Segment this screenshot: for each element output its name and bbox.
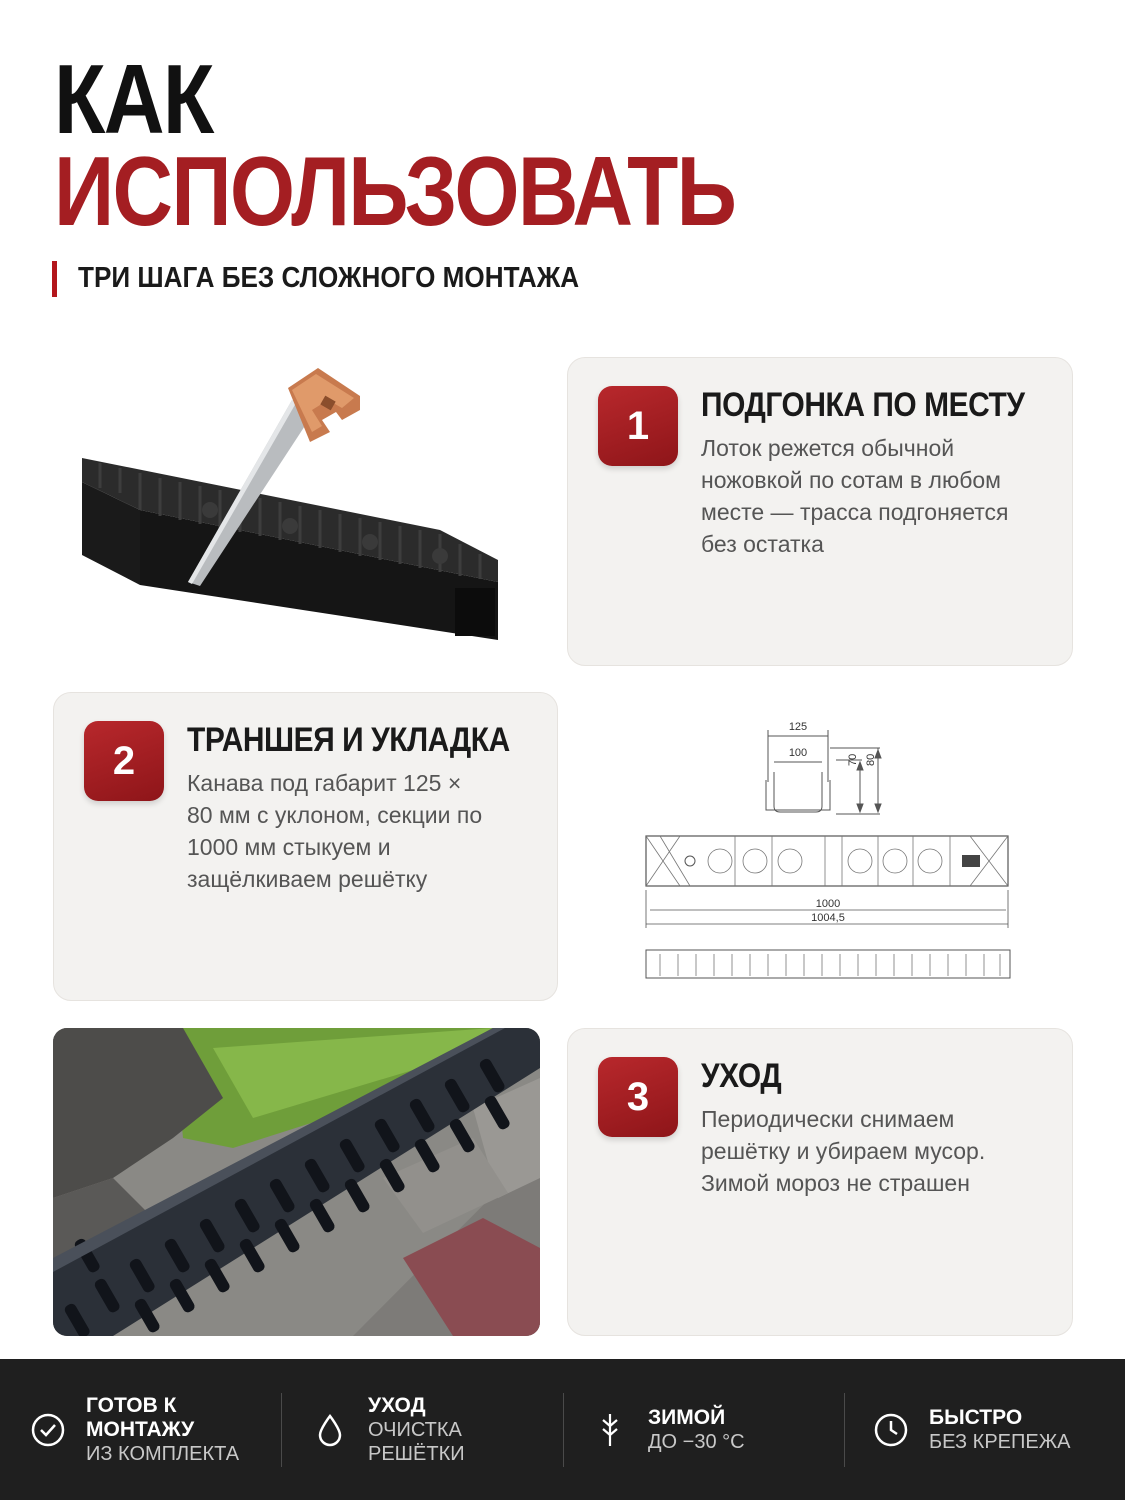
feature-subtitle: БЕЗ КРЕПЕЖА [929, 1430, 1071, 1453]
feature-ready [28, 1359, 239, 1500]
feature-subtitle: РЕШЁТКИ [368, 1442, 465, 1465]
feature-subtitle: ДО −30 °C [648, 1430, 745, 1453]
clock-icon [871, 1410, 911, 1450]
subtitle-accent-bar [52, 261, 57, 297]
feature-fast [871, 1359, 1071, 1500]
feature-title: МОНТАЖУ [86, 1417, 195, 1441]
footer-divider [281, 1393, 282, 1467]
step-number-badge: 2 [84, 721, 164, 801]
snowflake-icon [590, 1410, 630, 1450]
dim-100-label: 100 [788, 747, 808, 759]
step-description: Лоток режется обычной ножовкой по сотам в любом месте — трасса подгоняется без остатка [701, 435, 1009, 557]
step-number-badge: 1 [598, 386, 678, 466]
step-description: Периодически снимаем решётку и убираем мусор. Зимой мороз не страшен [701, 1106, 986, 1196]
dim-1004-label: 1004,5 [811, 912, 845, 924]
feature-title: ЗИМОЙ [648, 1405, 726, 1429]
droplet-icon [310, 1410, 350, 1450]
page-title-line1: КАК [54, 44, 213, 154]
step-title: ТРАНШЕЯ И УКЛАДКА [187, 721, 510, 759]
feature-title: БЫСТРО [929, 1405, 1023, 1429]
feature-winter [590, 1359, 745, 1500]
page-title-line2: ИСПОЛЬЗОВАТЬ [54, 136, 736, 246]
footer-features-bar [0, 1359, 1125, 1500]
feature-title: ГОТОВ К [86, 1393, 177, 1417]
feature-subtitle: ОЧИСТКА [368, 1418, 462, 1441]
dim-80-label: 80 [865, 753, 877, 766]
step-number-badge: 3 [598, 1057, 678, 1137]
check-circle-icon [28, 1410, 68, 1450]
feature-care [310, 1359, 465, 1500]
step-description: Канава под габарит 125 × 80 мм с уклоном, секции по 1000 мм стыкуем и защёлкиваем решётку [187, 770, 483, 892]
step-title: ПОДГОНКА ПО МЕСТУ [701, 386, 1025, 424]
dim-1000-label: 1000 [815, 898, 841, 910]
dim-70-label: 70 [847, 753, 859, 766]
step-card-3 [567, 1028, 1073, 1336]
step-card-2 [53, 692, 558, 1001]
step-title: УХОД [701, 1057, 782, 1095]
drainage-grate-photo [53, 1028, 540, 1336]
saw-channel-illustration [60, 360, 540, 660]
footer-divider [563, 1393, 564, 1467]
page-subtitle: ТРИ ШАГА БЕЗ СЛОЖНОГО МОНТАЖА [78, 262, 580, 294]
feature-title: УХОД [368, 1393, 426, 1417]
step-card-1 [567, 357, 1073, 666]
dim-125-label: 125 [788, 721, 808, 733]
footer-divider [844, 1393, 845, 1467]
feature-subtitle: ИЗ КОМПЛЕКТА [86, 1442, 240, 1465]
technical-drawing [630, 710, 1030, 990]
